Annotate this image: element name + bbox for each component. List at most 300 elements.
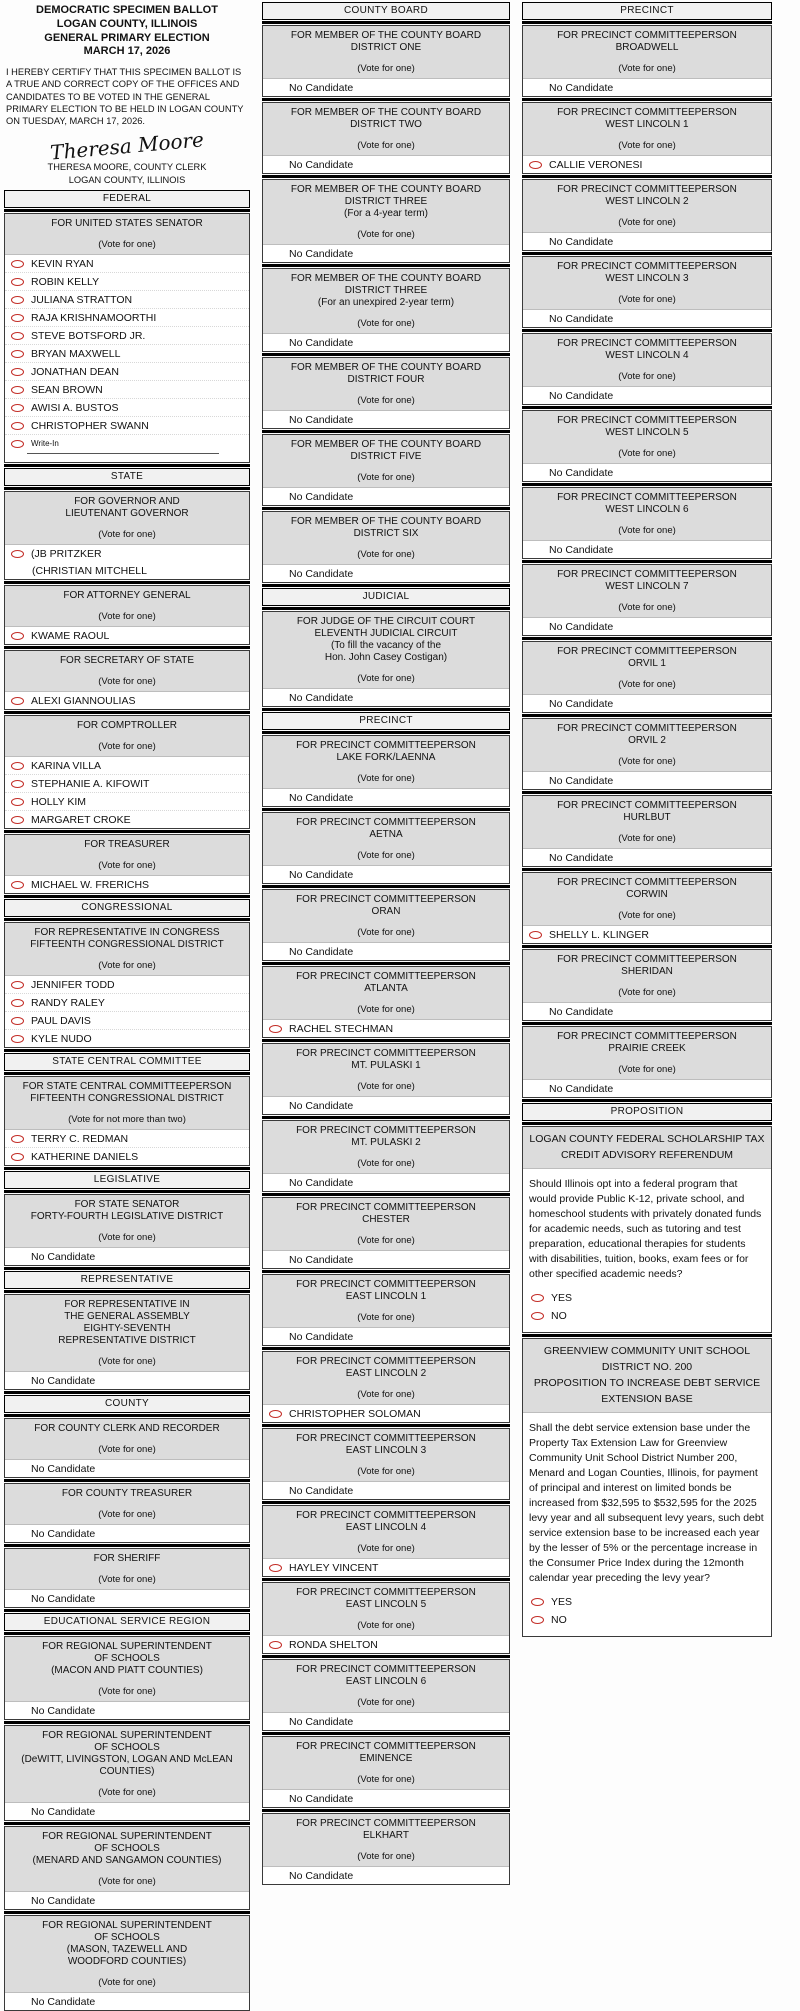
no-candidate-row (5, 1248, 249, 1265)
contest-header (263, 1660, 509, 1713)
vote-instruction: (Vote for one) (618, 1064, 676, 1075)
contest-title-line: FOR TREASURER (84, 839, 170, 851)
contest (262, 1428, 510, 1500)
section-divider (262, 1347, 510, 1350)
contest (4, 1418, 250, 1478)
candidate-name: HOLLY KIM (31, 795, 87, 808)
contest (262, 1197, 510, 1269)
vote-oval-icon[interactable] (11, 697, 24, 705)
contest (522, 795, 772, 867)
vote-instruction: (Vote for one) (618, 448, 676, 459)
contest (522, 641, 772, 713)
contest-title-line: FOR COUNTY CLERK AND RECORDER (34, 1423, 220, 1435)
contest (522, 872, 772, 944)
candidate-name: ALEXI GIANNOULIAS (31, 694, 136, 707)
vote-instruction: (Vote for one) (98, 860, 156, 872)
vote-instruction: (Vote for one) (618, 987, 676, 998)
contest-title-line: ORVIL 2 (628, 735, 666, 746)
section-banner: CONGRESSIONAL (4, 899, 250, 917)
contest-title-line: FOR PRECINCT COMMITTEEPERSON (557, 646, 737, 657)
vote-instruction: (Vote for one) (357, 1697, 415, 1708)
vote-instruction: (Vote for one) (618, 63, 676, 74)
section-divider (262, 21, 510, 24)
contest-title-line: MT. PULASKI 1 (351, 1060, 421, 1071)
contest (4, 834, 250, 894)
no-candidate-label: No Candidate (549, 466, 614, 479)
vote-oval-icon[interactable] (269, 1641, 282, 1649)
no-candidate-label: No Candidate (31, 1995, 96, 2008)
contest-title-line: (For an unexpired 2-year term) (317, 297, 455, 308)
contest-header (263, 1121, 509, 1174)
no-candidate-row (5, 1993, 249, 2010)
contest-header (5, 1726, 249, 1803)
vote-oval-icon[interactable] (11, 1017, 24, 1025)
vote-oval-icon[interactable] (11, 881, 24, 889)
proposition-text: Should Illinois opt into a federal program that would provide Public K-12, private school, and homeschool students with privately donated funds for academic needs, such as tutoring and test preparation, educational therapies for students with disabilities, tuition, books, exam fees or for other specified academic needs? (529, 1177, 762, 1280)
candidate-name: MICHAEL W. FRERICHS (31, 878, 150, 891)
section-divider (4, 1632, 250, 1635)
contest-title-line: FOR REPRESENTATIVE IN (64, 1299, 190, 1311)
ballot-title-line: DEMOCRATIC SPECIMEN BALLOT (36, 4, 218, 16)
contest-header (263, 1275, 509, 1328)
vote-oval-icon[interactable] (531, 1598, 544, 1606)
vote-oval-icon[interactable] (11, 368, 24, 376)
contest-header (5, 214, 249, 255)
vote-oval-icon[interactable] (269, 1410, 282, 1418)
contest-title-line: DISTRICT FOUR (347, 374, 425, 385)
proposition-option-row (523, 1612, 771, 1628)
no-candidate-label: No Candidate (289, 791, 354, 804)
contest (262, 1813, 510, 1885)
contest-header (523, 257, 771, 310)
candidate-name: RAJA KRISHNAMOORTHI (31, 311, 157, 324)
candidate-name: KYLE NUDO (31, 1032, 92, 1045)
no-candidate-row (523, 772, 771, 789)
contest (262, 1505, 510, 1577)
no-candidate-row (263, 565, 509, 582)
contest-title-line: OF SCHOOLS (94, 1932, 160, 1944)
candidate-name: RACHEL STECHMAN (289, 1022, 394, 1035)
no-candidate-row (5, 1892, 249, 1909)
vote-oval-icon[interactable] (11, 816, 24, 824)
no-candidate-row (263, 866, 509, 883)
contest (522, 410, 772, 482)
contest-header (5, 1484, 249, 1525)
no-candidate-label: No Candidate (289, 413, 354, 426)
no-candidate-row (263, 1867, 509, 1884)
section-divider (4, 895, 250, 898)
vote-instruction: (Vote for one) (98, 1574, 156, 1586)
no-candidate-row (523, 849, 771, 866)
section-divider (4, 209, 250, 212)
contest-title-line: FOR UNITED STATES SENATOR (51, 218, 203, 230)
ballot-column-middle (262, 2, 510, 1885)
contest (262, 1351, 510, 1423)
candidate-row (5, 380, 249, 398)
candidate-row (5, 416, 249, 434)
vote-oval-icon[interactable] (11, 632, 24, 640)
no-candidate-label: No Candidate (31, 1527, 96, 1540)
contest-title-line: ORVIL 1 (628, 658, 666, 669)
candidate-name: AWISI A. BUSTOS (31, 401, 119, 414)
contest-header (5, 586, 249, 627)
vote-instruction: (Vote for one) (618, 602, 676, 613)
candidate-row (5, 876, 249, 893)
vote-oval-icon[interactable] (269, 1025, 282, 1033)
no-candidate-row (263, 689, 509, 706)
proposition-option-row (523, 1594, 771, 1610)
contest (522, 179, 772, 251)
contest-title-line: (For a 4-year term) (344, 208, 428, 219)
no-candidate-label: No Candidate (549, 235, 614, 248)
candidate-row (5, 255, 249, 272)
vote-instruction: (Vote for one) (357, 773, 415, 784)
contest-header (263, 1814, 509, 1867)
contest-title-line: DISTRICT ONE (350, 42, 422, 53)
vote-oval-icon[interactable] (531, 1294, 544, 1302)
contest-header (5, 1827, 249, 1892)
vote-instruction: (Vote for one) (357, 927, 415, 938)
vote-instruction: (Vote for one) (357, 1389, 415, 1400)
contest-title-line: FOR MEMBER OF THE COUNTY BOARD (290, 273, 482, 284)
candidate-row (5, 757, 249, 774)
vote-oval-icon[interactable] (11, 999, 24, 1007)
contest-header (523, 103, 771, 156)
contest-header (523, 488, 771, 541)
no-candidate-row (263, 943, 509, 960)
vote-oval-icon[interactable] (269, 1564, 282, 1572)
section-divider (262, 175, 510, 178)
contest-title-line: FOR JUDGE OF THE CIRCUIT COURT (296, 616, 476, 627)
contest-title-line: EAST LINCOLN 2 (345, 1368, 427, 1379)
running-mate-row (5, 562, 249, 579)
contest-title-line: EAST LINCOLN 5 (345, 1599, 427, 1610)
contest-title-line: HURLBUT (623, 812, 671, 823)
contest-header (523, 180, 771, 233)
contest (522, 333, 772, 405)
contest-title-line: FOR PRECINCT COMMITTEEPERSON (296, 971, 476, 982)
section-divider (262, 1501, 510, 1504)
no-candidate-label: No Candidate (289, 1176, 354, 1189)
contest (4, 1915, 250, 2011)
section-divider (262, 1270, 510, 1273)
section-divider (262, 808, 510, 811)
proposition-title (523, 1339, 771, 1413)
no-candidate-row (263, 789, 509, 806)
contest (4, 715, 250, 829)
section-divider (4, 711, 250, 714)
vote-instruction: (Vote for one) (357, 1466, 415, 1477)
contest-title-line: FOR GOVERNOR AND (74, 496, 180, 508)
no-candidate-label: No Candidate (289, 81, 354, 94)
contest-header (523, 950, 771, 1003)
contest-title-line: FOR MEMBER OF THE COUNTY BOARD (290, 439, 482, 450)
vote-instruction: (Vote for one) (357, 850, 415, 861)
vote-oval-icon[interactable] (11, 332, 24, 340)
contest (262, 1120, 510, 1192)
section-divider (522, 1099, 772, 1102)
vote-instruction: (Vote for one) (357, 1774, 415, 1785)
vote-instruction: (Vote for one) (98, 1356, 156, 1368)
section-divider (262, 1578, 510, 1581)
certification-text: I HEREBY CERTIFY THAT THIS SPECIMEN BALLOT IS A TRUE AND CORRECT COPY OF THE OFFICES AND CANDIDATES TO BE VOTED IN THE GENERAL PRIMARY ELECTION TO BE HELD IN LOGAN COUNTY ON TUESDAY, MARCH 17, 2026. (6, 67, 244, 127)
contest-title-line: FORTY-FOURTH LEGISLATIVE DISTRICT (30, 1211, 224, 1223)
vote-instruction: (Vote for one) (357, 1235, 415, 1246)
no-candidate-label: No Candidate (549, 312, 614, 325)
vote-instruction: (Vote for one) (357, 63, 415, 74)
section-divider (522, 637, 772, 640)
ballot-column-right (522, 2, 772, 1637)
candidate-name: (JB PRITZKER (31, 547, 102, 560)
vote-oval-icon[interactable] (11, 350, 24, 358)
candidate-row (5, 272, 249, 290)
no-candidate-label: No Candidate (549, 543, 614, 556)
contest-title-line: FOR REGIONAL SUPERINTENDENT (42, 1641, 212, 1653)
contest (262, 611, 510, 707)
vote-oval-icon[interactable] (531, 1312, 544, 1320)
contest-title-line: FOR COUNTY TREASURER (61, 1488, 193, 1500)
contest-header (523, 796, 771, 849)
candidate-row (263, 1405, 509, 1422)
contest-header (5, 492, 249, 545)
no-candidate-row (5, 1460, 249, 1477)
write-in-line[interactable] (27, 453, 219, 454)
section-divider (262, 708, 510, 711)
ballot-title-line: MARCH 17, 2026 (83, 45, 171, 58)
running-mate-name: (CHRISTIAN MITCHELL (32, 564, 147, 577)
section-divider (262, 1193, 510, 1196)
contest-title-line: FOR SHERIFF (93, 1553, 161, 1565)
candidate-row (5, 1029, 249, 1047)
contest (4, 1483, 250, 1543)
section-divider (4, 487, 250, 490)
proposition-option-row (523, 1290, 771, 1306)
vote-oval-icon[interactable] (529, 161, 542, 169)
vote-oval-icon[interactable] (11, 1153, 24, 1161)
vote-oval-icon[interactable] (11, 798, 24, 806)
section-divider (522, 175, 772, 178)
no-candidate-row (263, 79, 509, 96)
candidate-name: KEVIN RYAN (31, 257, 94, 270)
vote-instruction: (Vote for one) (357, 1851, 415, 1862)
vote-oval-icon[interactable] (11, 404, 24, 412)
contest-header (5, 1295, 249, 1372)
no-candidate-row (523, 618, 771, 635)
section-divider (522, 868, 772, 871)
contest-title-line: FOR MEMBER OF THE COUNTY BOARD (290, 184, 482, 195)
no-candidate-row (5, 1372, 249, 1389)
proposition-title-line: CREDIT ADVISORY REFERENDUM (560, 1149, 734, 1162)
vote-oval-icon[interactable] (11, 1135, 24, 1143)
section-divider (4, 1391, 250, 1394)
vote-oval-icon[interactable] (531, 1616, 544, 1624)
contest-title-line: (To fill the vacancy of the (330, 640, 442, 651)
section-divider (4, 464, 250, 467)
proposition-option-row (523, 1308, 771, 1324)
contest-title-line: WEST LINCOLN 3 (605, 273, 689, 284)
vote-oval-icon[interactable] (11, 314, 24, 322)
candidate-row (5, 976, 249, 993)
contest (262, 357, 510, 429)
county-clerk-signature: Theresa Moore (49, 127, 205, 165)
contest-header (263, 26, 509, 79)
vote-oval-icon[interactable] (11, 550, 24, 558)
vote-oval-icon[interactable] (11, 780, 24, 788)
section-divider (4, 1544, 250, 1547)
vote-instruction: (Vote for one) (98, 1876, 156, 1888)
contest-title-line: OF SCHOOLS (94, 1742, 160, 1754)
vote-oval-icon[interactable] (11, 440, 24, 448)
certification-header (4, 2, 250, 190)
contest (4, 1076, 250, 1166)
no-candidate-label: No Candidate (289, 1715, 354, 1728)
vote-instruction: (Vote for one) (357, 229, 415, 240)
contest-title-line: FOR REPRESENTATIVE IN CONGRESS (34, 927, 220, 939)
contest (262, 1043, 510, 1115)
section-divider (262, 507, 510, 510)
section-banner: STATE (4, 468, 250, 486)
candidate-row (5, 362, 249, 380)
no-candidate-row (263, 1482, 509, 1499)
section-divider (262, 1116, 510, 1119)
contest-header (5, 1077, 249, 1130)
vote-oval-icon[interactable] (11, 260, 24, 268)
county-clerk-line: THERESA MOORE, COUNTY CLERK (47, 162, 207, 173)
contest-header (263, 813, 509, 866)
section-banner: PRECINCT (262, 712, 510, 730)
no-candidate-row (263, 156, 509, 173)
no-candidate-row (263, 1174, 509, 1191)
vote-instruction: (Vote for one) (98, 741, 156, 753)
candidate-name: RONDA SHELTON (289, 1638, 378, 1651)
candidate-row (5, 434, 249, 452)
vote-oval-icon[interactable] (11, 981, 24, 989)
contest-title-line: ATLANTA (364, 983, 408, 994)
candidate-row (263, 1020, 509, 1037)
section-divider (4, 1290, 250, 1293)
vote-instruction: (Vote for one) (357, 1543, 415, 1554)
vote-oval-icon[interactable] (11, 422, 24, 430)
contest-header (263, 180, 509, 245)
no-candidate-row (523, 1080, 771, 1097)
contest (522, 487, 772, 559)
vote-oval-icon[interactable] (11, 296, 24, 304)
contest-title-line: FIFTEENTH CONGRESSIONAL DISTRICT (30, 1093, 224, 1105)
contest-title-line: FOR PRECINCT COMMITTEEPERSON (296, 1356, 476, 1367)
contest-header (263, 358, 509, 411)
contest-title-line: OF SCHOOLS (94, 1653, 160, 1665)
proposition-title-line: LOGAN COUNTY FEDERAL SCHOLARSHIP TAX (529, 1133, 765, 1145)
contest-title-line: WEST LINCOLN 1 (605, 119, 689, 130)
no-candidate-label: No Candidate (289, 1792, 354, 1805)
contest-title-line: FOR PRECINCT COMMITTEEPERSON (557, 184, 737, 195)
proposition-title-line: PROPOSITION TO INCREASE DEBT SERVICE (533, 1377, 761, 1390)
section-divider (262, 607, 510, 610)
no-candidate-label: No Candidate (289, 1253, 354, 1266)
candidate-row (5, 1147, 249, 1165)
no-candidate-row (263, 1713, 509, 1730)
no-candidate-label: No Candidate (549, 851, 614, 864)
section-divider (522, 483, 772, 486)
vote-instruction: (Vote for one) (98, 239, 156, 251)
section-divider (522, 1122, 772, 1125)
vote-instruction: (Vote for not more than two) (68, 1114, 186, 1126)
contest (522, 718, 772, 790)
no-candidate-row (5, 1803, 249, 1820)
section-divider (262, 584, 510, 587)
contest-title-line: FOR PRECINCT COMMITTEEPERSON (557, 723, 737, 734)
section-divider (4, 918, 250, 921)
no-candidate-row (523, 79, 771, 96)
candidate-row (523, 156, 771, 173)
section-divider (262, 962, 510, 965)
vote-oval-icon[interactable] (11, 278, 24, 286)
vote-oval-icon[interactable] (11, 386, 24, 394)
contest (262, 735, 510, 807)
contest-title-line: DISTRICT TWO (350, 119, 422, 130)
candidate-name: SHELLY L. KLINGER (549, 928, 649, 941)
no-candidate-label: No Candidate (549, 81, 614, 94)
section-divider (4, 1167, 250, 1170)
contest-title-line: DISTRICT THREE (344, 285, 428, 296)
contest-title-line: FOR PRECINCT COMMITTEEPERSON (296, 1048, 476, 1059)
section-banner: PROPOSITION (522, 1103, 772, 1121)
candidate-row (5, 326, 249, 344)
ballot-title-line: LOGAN COUNTY, ILLINOIS (56, 17, 198, 30)
no-candidate-label: No Candidate (289, 1099, 354, 1112)
contest-header (523, 1027, 771, 1080)
contest-title-line: WEST LINCOLN 2 (605, 196, 689, 207)
contest-title-line: EIGHTY-SEVENTH (83, 1323, 171, 1335)
no-candidate-label: No Candidate (549, 1082, 614, 1095)
contest-title-line: FOR PRECINCT COMMITTEEPERSON (296, 1279, 476, 1290)
contest (4, 1294, 250, 1390)
contest-title-line: WOODFORD COUNTIES) (67, 1956, 187, 1968)
proposition (522, 1126, 772, 1333)
candidate-row (5, 290, 249, 308)
contest (4, 491, 250, 580)
candidate-name: JONATHAN DEAN (31, 365, 119, 378)
contest-title-line: PRAIRIE CREEK (608, 1043, 686, 1054)
no-candidate-label: No Candidate (31, 1894, 96, 1907)
contest-title-line: FOR ATTORNEY GENERAL (63, 590, 191, 602)
section-banner: REPRESENTATIVE (4, 1271, 250, 1289)
vote-oval-icon[interactable] (11, 1035, 24, 1043)
vote-oval-icon[interactable] (529, 931, 542, 939)
vote-instruction: (Vote for one) (98, 529, 156, 541)
contest (262, 812, 510, 884)
candidate-name: KATHERINE DANIELS (31, 1150, 139, 1163)
contest-header (263, 1737, 509, 1790)
proposition-title (523, 1127, 771, 1169)
contest-header (263, 1429, 509, 1482)
no-candidate-label: No Candidate (289, 567, 354, 580)
vote-instruction: (Vote for one) (98, 1444, 156, 1456)
section-banner: COUNTY (4, 1395, 250, 1413)
vote-oval-icon[interactable] (11, 762, 24, 770)
no-candidate-row (5, 1525, 249, 1542)
candidate-row (5, 1130, 249, 1147)
no-candidate-label: No Candidate (31, 1462, 96, 1475)
contest (522, 949, 772, 1021)
contest (262, 268, 510, 352)
contest-header (523, 873, 771, 926)
section-divider (262, 264, 510, 267)
contest-title-line: SHERIDAN (621, 966, 673, 977)
contest (4, 585, 250, 645)
contest-header (263, 435, 509, 488)
no-candidate-row (263, 488, 509, 505)
